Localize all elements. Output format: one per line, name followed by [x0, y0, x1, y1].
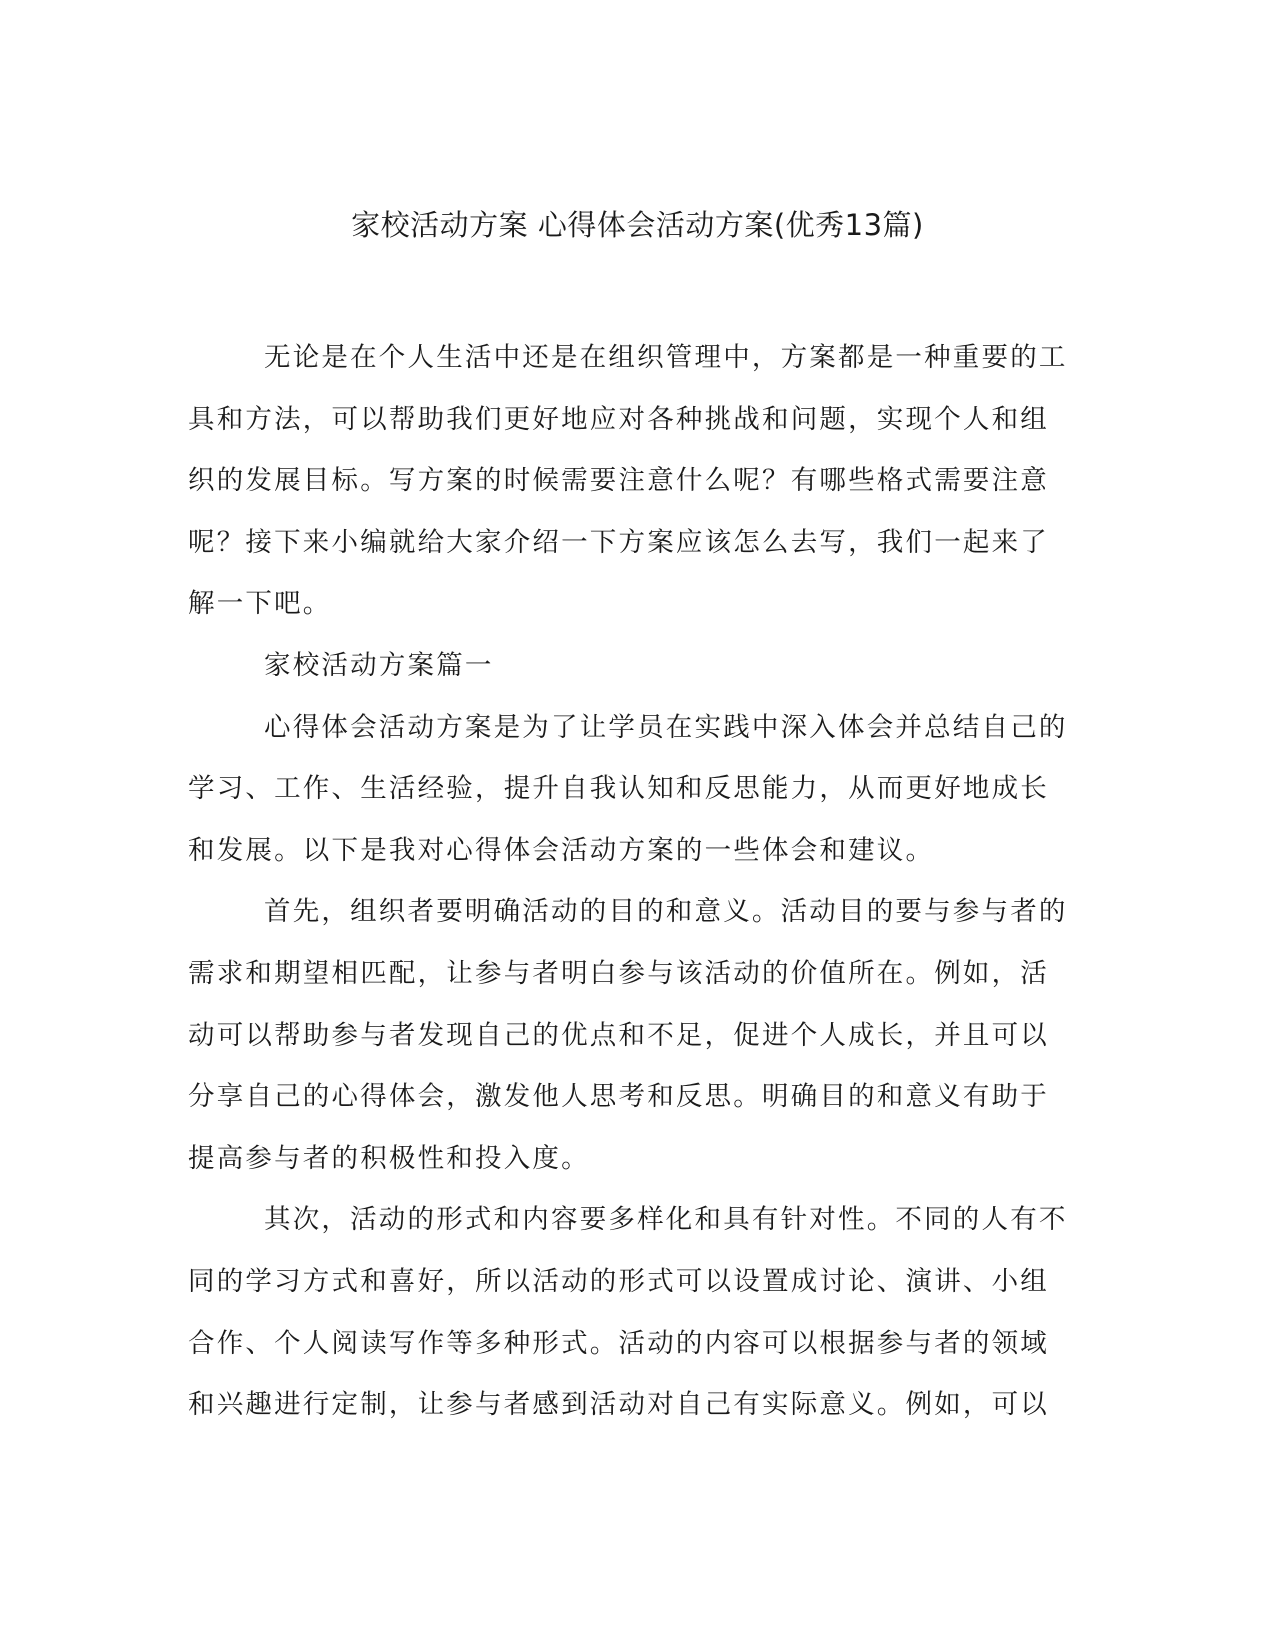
- text-line: 提高参与者的积极性和投入度。: [188, 1142, 590, 1174]
- document-title: 家校活动方案 心得体会活动方案(优秀13篇): [351, 208, 924, 242]
- text-line: 具和方法，可以帮助我们更好地应对各种挑战和问题，实现个人和组: [188, 403, 1049, 435]
- text-line: 和发展。以下是我对心得体会活动方案的一些体会和建议。: [188, 834, 935, 866]
- text-line: 织的发展目标。写方案的时候需要注意什么呢？有哪些格式需要注意: [188, 465, 1049, 497]
- text-line: 学习、工作、生活经验，提升自我认知和反思能力，从而更好地成长: [188, 773, 1049, 805]
- text-line: 其次，活动的形式和内容要多样化和具有针对性。不同的人有不: [264, 1204, 1068, 1236]
- text-line: 和兴趣进行定制，让参与者感到活动对自己有实际意义。例如，可以: [188, 1389, 1049, 1421]
- text-line: 解一下吧。: [188, 588, 332, 620]
- text-line: 同的学习方式和喜好，所以活动的形式可以设置成讨论、演讲、小组: [188, 1265, 1049, 1297]
- text-line: 动可以帮助参与者发现自己的优点和不足，促进个人成长，并且可以: [188, 1019, 1049, 1051]
- document-body: [188, 327, 1088, 1436]
- text-line: 无论是在个人生活中还是在组织管理中，方案都是一种重要的工: [264, 342, 1068, 373]
- text-line: 呢？接下来小编就给大家介绍一下方案应该怎么去写，我们一起来了: [188, 526, 1049, 558]
- text-line: 需求和期望相匹配，让参与者明白参与该活动的价值所在。例如，活: [188, 957, 1049, 989]
- text-line: 合作、个人阅读写作等多种形式。活动的内容可以根据参与者的领域: [188, 1327, 1049, 1359]
- section-heading: 家校活动方案篇一: [264, 649, 494, 681]
- text-line: 首先，组织者要明确活动的目的和意义。活动目的要与参与者的: [264, 896, 1068, 928]
- text-line: 心得体会活动方案是为了让学员在实践中深入体会并总结自己的: [264, 711, 1068, 743]
- text-line: 分享自己的心得体会，激发他人思考和反思。明确目的和意义有助于: [188, 1081, 1049, 1113]
